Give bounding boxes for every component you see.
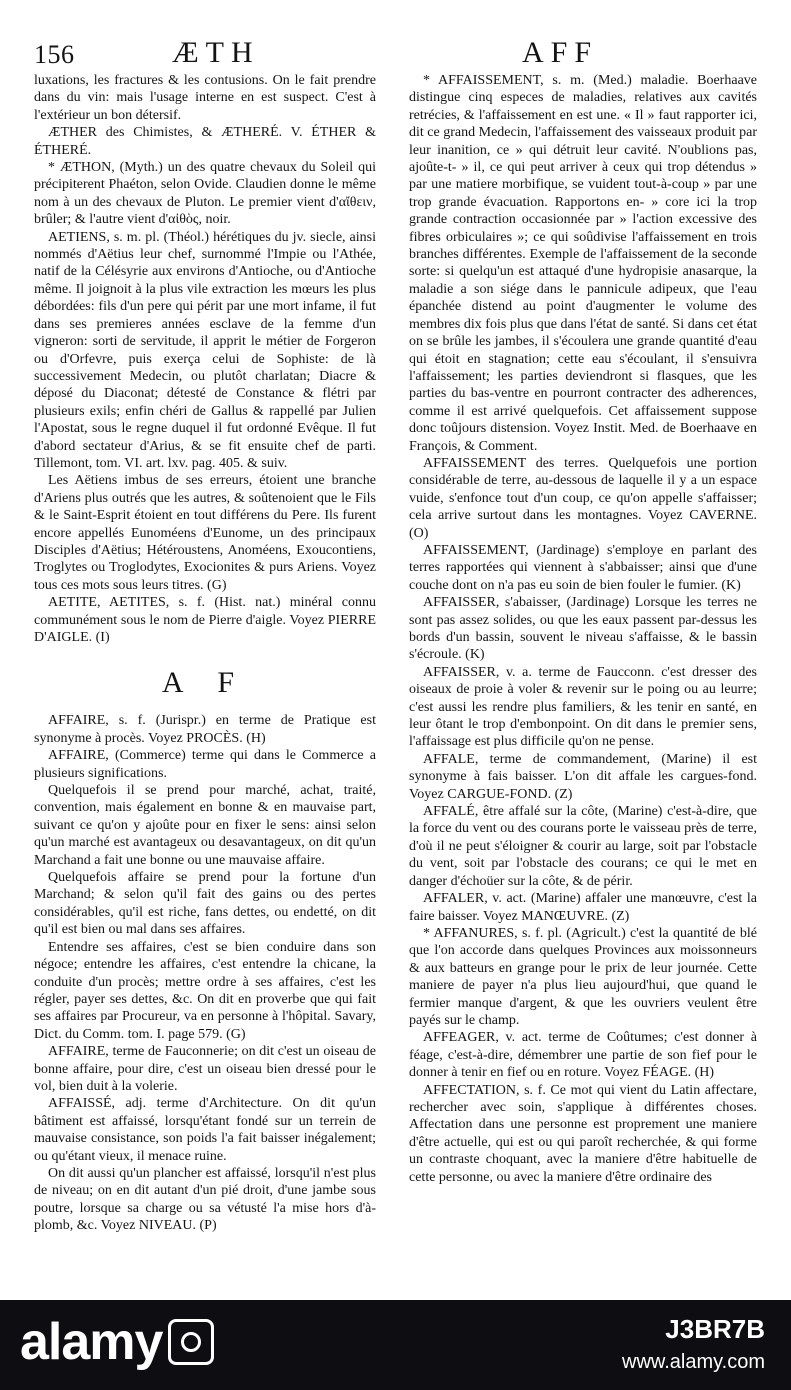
entry-paragraph: AETITE, AETITES, s. f. (Hist. nat.) minéral connu communément sous le nom de Pierre d'aigle. Voyez PIERRE D'AIGLE. (I) — [34, 595, 376, 645]
entry-paragraph: AFFAIRE, s. f. (Jurispr.) en terme de Pratique est synonyme à procès. Voyez PROCÈS. (H) — [34, 713, 376, 746]
left-running-head: ÆTH — [172, 36, 260, 69]
entry-paragraph: Quelquefois affaire se prend pour la fortune d'un Marchand; & selon qu'il fait des gains ou des pertes considérables, qu'il est riche, fans dettes, ou endetté, on dit qu'il est bien ou mal dans ses affaires. — [34, 870, 376, 938]
entry-paragraph: Entendre ses affaires, c'est se bien conduire dans son négoce; entendre les affaires, c'est entendre la chicane, la conduite d'un procès; mettre ordre à ses affaires, c'est les régler, payer ses dettes, &c. On dit en proverbe que qui fait ses affaires par Procureur, va en personne à l'hôpital. Savary, Dict. du Comm. tom. I. page 579. (G) — [34, 939, 376, 1042]
entry-paragraph: AFFEAGER, v. act. terme de Coûtumes; c'est donner à féage, c'est-à-dire, démembrer une partie de son fief pour le donner à tenir en fief ou en roture. Voyez FÉAGE. (H) — [409, 1030, 757, 1081]
entry-paragraph: AFFAISSEMENT, (Jardinage) s'employe en parlant des terres rapportées qui viennent à s'abbaisser; ainsi que d'une couche dont on n'a pas eu soin de bien fouler le fumier. (K) — [409, 542, 757, 593]
entry-paragraph: AFFAISSEMENT des terres. Quelquefois une portion considérable de terre, au-dessous de laquelle il y a un espace vuide, s'enfonce tout d'un coup, ce qu'on appelle s'affaisser; cela arrive surtout dans les montagnes. Voyez CAVERNE. (O) — [409, 455, 757, 541]
entry-paragraph: * AFFANURES, s. f. pl. (Agricult.) c'est la quantité de blé que l'on accorde dans quelques Provinces aux moissonneurs & aux batteurs en grange pour le prix de leur journée. Cette maniere de payer n'a plus lieu aujourd'hui, que quand le fermier manque d'argent, & que les ouvriers veulent être payés sur le champ. — [409, 925, 757, 1028]
entry-paragraph: AFFECTATION, s. f. Ce mot qui vient du Latin affectare, rechercher avec soin, s'applique à différentes choses. Affectation dans une personne est proprement une maniere d'être actuelle, qui est ou qui paroît recherchée, & qui forme un contraste choquant, avec la maniere d'être habituelle de cette personne, ou avec la maniere d'être ordinaire des — [409, 1082, 757, 1185]
watermark-meta — [622, 1314, 765, 1374]
page-number: 156 — [34, 40, 75, 69]
brand-name: alamy — [20, 1313, 163, 1371]
site-url: www.alamy.com — [622, 1351, 765, 1373]
brand-logo — [20, 1312, 214, 1372]
entry-paragraph: On dit aussi qu'un plancher est affaissé, lorsqu'il n'est plus de niveau; on en dit autant d'un pié droit, d'une jambe sous poutre, lorsque sa charge ou sa vétusté l'a mise hors d'à-plomb, &c. Voyez NIVEAU. (P) — [34, 1165, 376, 1234]
entry-paragraph: AFFAISSÉ, adj. terme d'Architecture. On dit qu'un bâtiment est affaissé, lorsqu'étant fondé sur un terrein de mauvaise consistance, son poids l'a fait baisser inégalement; ou qu'étant vieux, il menace ruine. — [34, 1096, 376, 1164]
entry-paragraph: Les Aëtiens imbus de ses erreurs, étoient une branche d'Ariens plus outrés que les autres, & soûtenoient que le Fils & le Saint-Esprit étoient en tout différens du Pere. Ils furent encore appellés Eunoméens d'Eunome, un des principaux Disciples d'Aëtius; Hétéroustens, Anoméens, Exoucontiens, Troglytes ou Troglodytes, Exocionites & purs Ariens. Voyez tous ces mots sous leurs titres. (G) — [34, 473, 376, 593]
right-running-head: AFF — [522, 36, 599, 69]
image-id: J3BR7B — [665, 1314, 765, 1344]
entry-paragraph: * AFFAISSEMENT, s. m. (Med.) maladie. Boerhaave distingue cinq especes de maladies, relatives aux cavités retrécies, & l'affaissement en est une. « Il » faut rapporter ici, dit ce grand Medecin, l'affaissement des vaisseaux produit par leur inanition, ce » qui détruit leur cavité. N'oublions pas, ajoûte-t- » il, ce qui peut arriver à ceux qui trop détendus » par une matiere morbifique, se vuident tout-à-coup » par une trop grande évacuation. Rapportons en- » core ici la trop grande contraction occasionnée par » l'action excessive des fibres orbiculaires »; ce qui soûdivise l'affaissement en trois branches différentes. Exemple de l'affaissement de la seconde sorte: si quelqu'un est attaqué d'une hydropisie anasarque, la maladie a son siége dans le pannicule adipeux, que l'eau épanchée distend au point d'augmenter le volume des membres dix fois plus que dans l'état de santé. Si dans cet état on se brûle les jambes, il s'écoulera une grande quantité d'eau qui étoit en stagnation; cette eau s'écoulant, il s'ensuivra l'affaissement; les parties deviendront si flasques, que les parties du bas-ventre en pourront contracter des adherences, comme il est arrivé quelquefois. Cet affaissement suppose donc toûjours distension. Voyez Instit. Med. de Boerhaave en François, & Comment. — [409, 73, 757, 454]
entry-paragraph: AETIENS, s. m. pl. (Théol.) hérétiques du jv. siecle, ainsi nommés d'Aëtius leur chef, surnommé l'Impie ou l'Athée, natif de la Célésyrie aux environs d'Antioche, ou d'Antioche même. Il joignoit à la plus vile extraction les mœurs les plus débordées: fils d'un pere qui périt par une mort infame, il fut dans ses premieres années esclave de la femme d'un vigneron: sorti de servitude, il apprit le métier de Forgeron ou d'Orfevre, puis exerça celui de Sophiste: de là successivement Medecin, ou plutôt charlatan; Diacre & déposé du Diaconat; détesté de Constance & flétri par plusieurs exils; enfin chéri de Gallus & rappellé par Julien l'Apostat, sous le regne duquel il fut ordonné Evêque. Il fut d'abord sectateur d'Arius, & se fit ensuite chef de parti. Tillemont, tom. VI. art. lxv. pag. 405. & suiv. — [34, 229, 376, 471]
entry-paragraph: AFFAIRE, terme de Fauconnerie; on dit c'est un oiseau de bonne affaire, pour dire, c'est un oiseau bien dressé pour le vol, bien duit à la volerie. — [34, 1044, 376, 1094]
entry-paragraph: AFFAISSER, v. a. terme de Faucconn. c'est dresser des oiseaux de proie à voler & revenir sur le poing ou au leurre; c'est aussi les rendre plus familiers, & les tenir en santé, en leur ôtant le trop d'embonpoint. On dit dans le premier sens, l'affaissage est plus difficile qu'on ne pense. — [409, 664, 757, 750]
right-column — [409, 72, 757, 1186]
entry-paragraph: Quelquefois il se prend pour marché, achat, traité, convention, mais également en bonne & en mauvaise part, suivant ce qu'on y ajoûte pour en fixer le sens: ainsi selon qu'un marché est avantageux ou desavantageux, on dit qu'un Marchand a fait une bonne ou une mauvaise affaire. — [34, 783, 376, 868]
camera-lens-icon — [168, 1319, 214, 1365]
entry-paragraph: AFFALER, v. act. (Marine) affaler une manœuvre, c'est la faire baisser. Voyez MANŒUVRE. (Z) — [409, 891, 757, 924]
entry-paragraph: AFFALÉ, être affalé sur la côte, (Marine) c'est-à-dire, que la force du vent ou des courans porte le vaisseau près de terre, d'où il ne peut s'éloigner & courir au large, soit par l'obstacle du vent, soit par l'obstacle des courans; ce qui le met en danger d'échoüer sur la côte, & de périr. — [409, 804, 757, 889]
entry-paragraph: AFFALE, terme de commandement, (Marine) il est synonyme à fais baisser. L'on dit affale les cargues-fond. Voyez CARGUE-FOND. (Z) — [409, 751, 757, 802]
section-heading: A F — [161, 666, 249, 700]
watermark-footer — [0, 1300, 791, 1390]
left-column — [34, 72, 376, 1235]
entry-paragraph: luxations, les fractures & les contusions. On le fait prendre dans du vin: mais l'usage interne en est suspect. C'est à l'extérieur un bon détersif. — [34, 73, 376, 123]
entry-paragraph: * ÆTHON, (Myth.) un des quatre chevaux du Soleil qui précipiterent Phaéton, selon Ovide. Claudien donne le même nom à un des chevaux de Pluton. Le premier vient d'αἴθειν, brûler; & l'autre vient d'αἰθὸς, noir. — [34, 160, 376, 228]
entry-paragraph: AFFAISSER, s'abaisser, (Jardinage) Lorsque les terres ne sont pas assez solides, ou que les eaux passent par-dessus les bords d'un bassin, souvent le niveau s'affaisse, & le bassin s'écroule. (K) — [409, 595, 757, 663]
entry-paragraph: AFFAIRE, (Commerce) terme qui dans le Commerce a plusieurs significations. — [34, 748, 376, 781]
entry-paragraph: ÆTHER des Chimistes, & ÆTHERÉ. V. ÉTHER & ÉTHERÉ. — [34, 125, 376, 158]
